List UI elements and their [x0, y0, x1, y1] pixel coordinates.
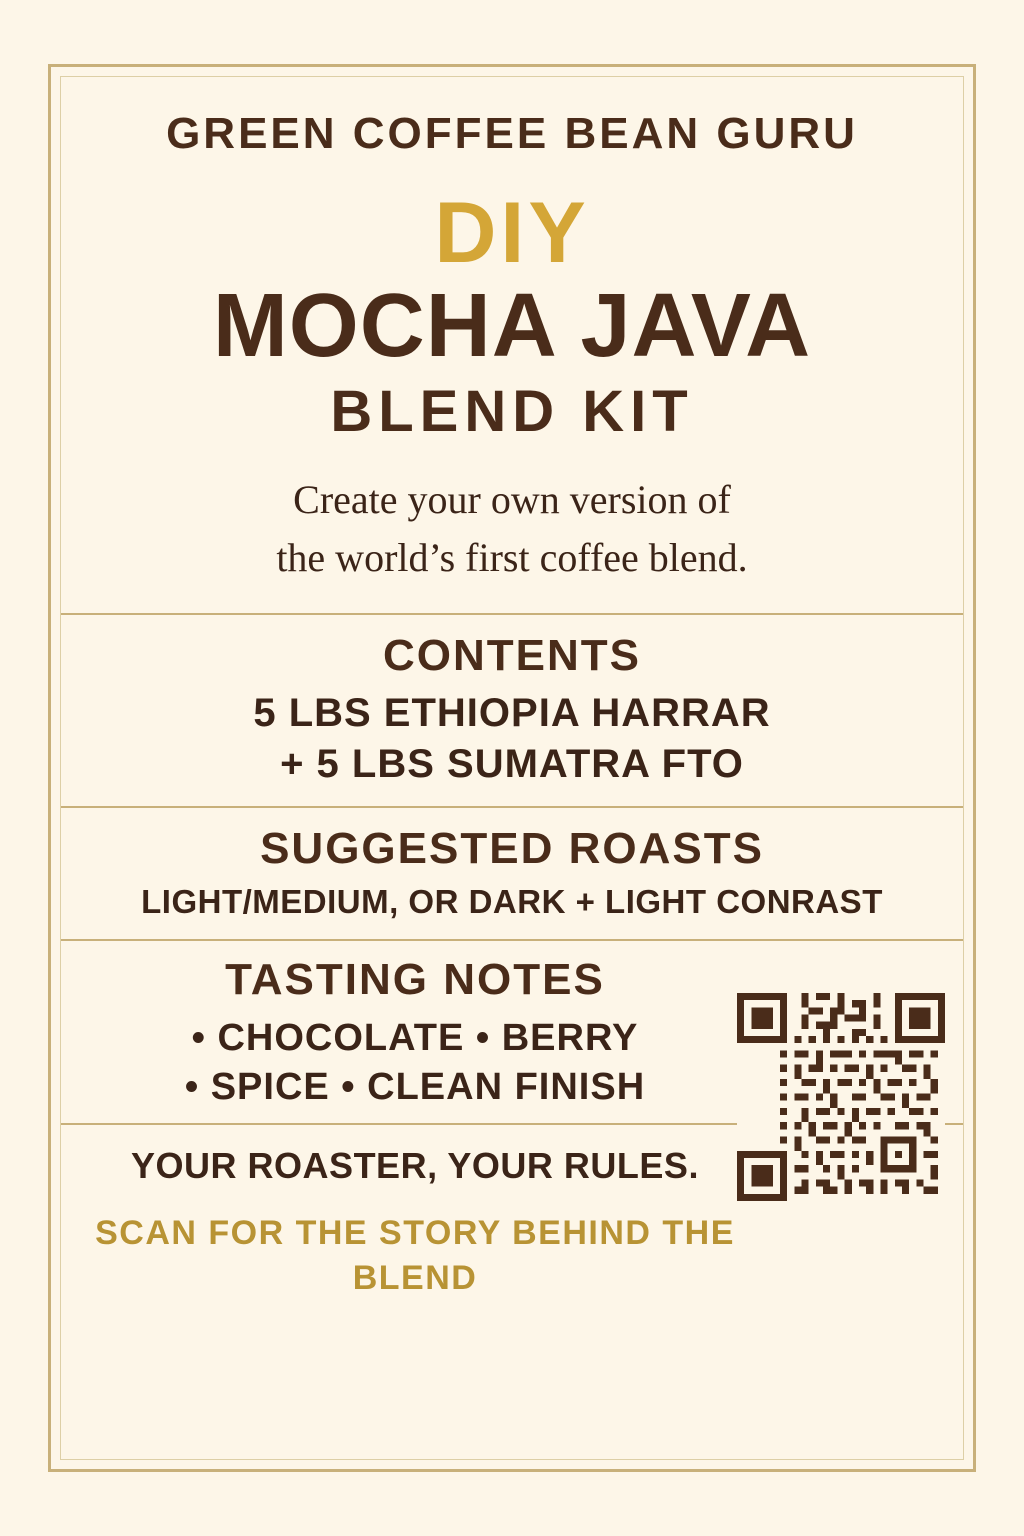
product-subtitle: BLEND KIT	[330, 379, 694, 445]
poster-card	[48, 64, 976, 1472]
hero-section	[61, 77, 963, 615]
tagline-line-1: Create your own version of	[293, 477, 731, 523]
roasts-section	[61, 808, 963, 941]
qr-code-icon[interactable]	[737, 993, 945, 1201]
tasting-line-1: • CHOCOLATE • BERRY	[191, 1016, 639, 1059]
tasting-heading: TASTING NOTES	[225, 955, 605, 1005]
brand-name: GREEN COFFEE BEAN GURU	[166, 109, 858, 158]
footer-slogan: YOUR ROASTER, YOUR RULES.	[131, 1144, 699, 1186]
roasts-heading: SUGGESTED ROASTS	[260, 824, 764, 874]
diy-word: DIY	[434, 185, 590, 282]
tasting-line-2: • SPICE • CLEAN FINISH	[184, 1066, 646, 1109]
tasting-section	[61, 941, 963, 1124]
tagline-line-2: the world’s first coffee blend.	[276, 535, 748, 581]
tasting-notes-block	[95, 955, 735, 1112]
contents-line-2: + 5 LBS SUMATRA FTO	[280, 742, 744, 787]
footer-inner	[95, 1143, 735, 1300]
tagline	[101, 471, 923, 587]
poster-inner-frame	[60, 76, 964, 1460]
contents-section	[61, 615, 963, 808]
roasts-line-1: LIGHT/MEDIUM, OR DARK + LIGHT CONRAST	[141, 883, 883, 921]
contents-line-1: 5 LBS ETHIOPIA HARRAR	[253, 691, 771, 736]
footer-scan-callout: SCAN FOR THE STORY BEHIND THE BLEND	[95, 1214, 735, 1297]
contents-heading: CONTENTS	[383, 631, 641, 681]
product-title: MOCHA JAVA	[212, 276, 812, 377]
